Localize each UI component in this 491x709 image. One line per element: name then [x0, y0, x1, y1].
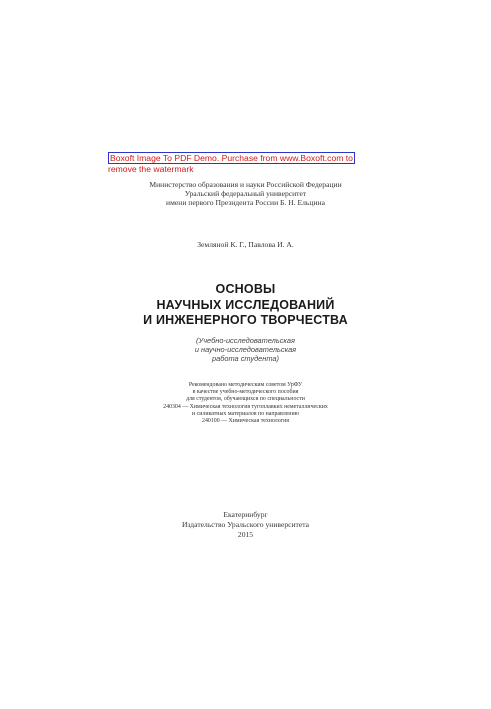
university-name-line: имени первого Президента России Б. Н. Ельцина — [166, 198, 325, 208]
ministry-block — [0, 180, 491, 208]
imprint-block — [0, 510, 491, 539]
subtitle-line: и научно-исследовательская — [194, 344, 297, 354]
book-title — [0, 282, 491, 329]
recommendation-line: 240304 — Химическая технология тугоплавких неметаллических — [163, 403, 328, 410]
title-line: НАУЧНЫХ ИССЛЕДОВАНИЙ — [156, 297, 335, 312]
subtitle-line: работа студента) — [211, 353, 280, 363]
title-line: И ИНЖЕНЕРНОГО ТВОРЧЕСТВА — [143, 313, 348, 327]
publisher: Издательство Уральского университета — [181, 519, 310, 529]
watermark-link[interactable]: Boxoft Image To PDF Demo. Purchase from www.Boxoft.com to — [110, 153, 353, 163]
recommendation-block — [0, 382, 491, 425]
authors: Земляной К. Г., Павлова И. А. — [197, 240, 294, 249]
recommendation-line: в качестве учебно-методического пособия — [192, 389, 299, 396]
recommendation-line: для студентов, обучающихся по специальности — [186, 396, 305, 403]
recommendation-line: Рекомендовано методическим советом УрФУ — [188, 382, 303, 388]
title-line: ОСНОВЫ — [215, 282, 276, 296]
recommendation-line: 240100 — Химическая технология — [202, 418, 289, 425]
city: Екатеринбург — [223, 510, 268, 519]
recommendation-line: и силикатных материалов по направлению — [192, 410, 299, 417]
book-subtitle — [0, 337, 491, 363]
year: 2015 — [237, 529, 254, 539]
subtitle-line: (Учебно-исследовательская — [196, 336, 295, 345]
watermark-text: remove the watermark — [108, 164, 194, 174]
ministry-line: Министерство образования и науки Российской Федерации — [149, 180, 342, 189]
university-line: Уральский федеральный университет — [184, 189, 307, 199]
watermark-notice — [108, 152, 353, 174]
